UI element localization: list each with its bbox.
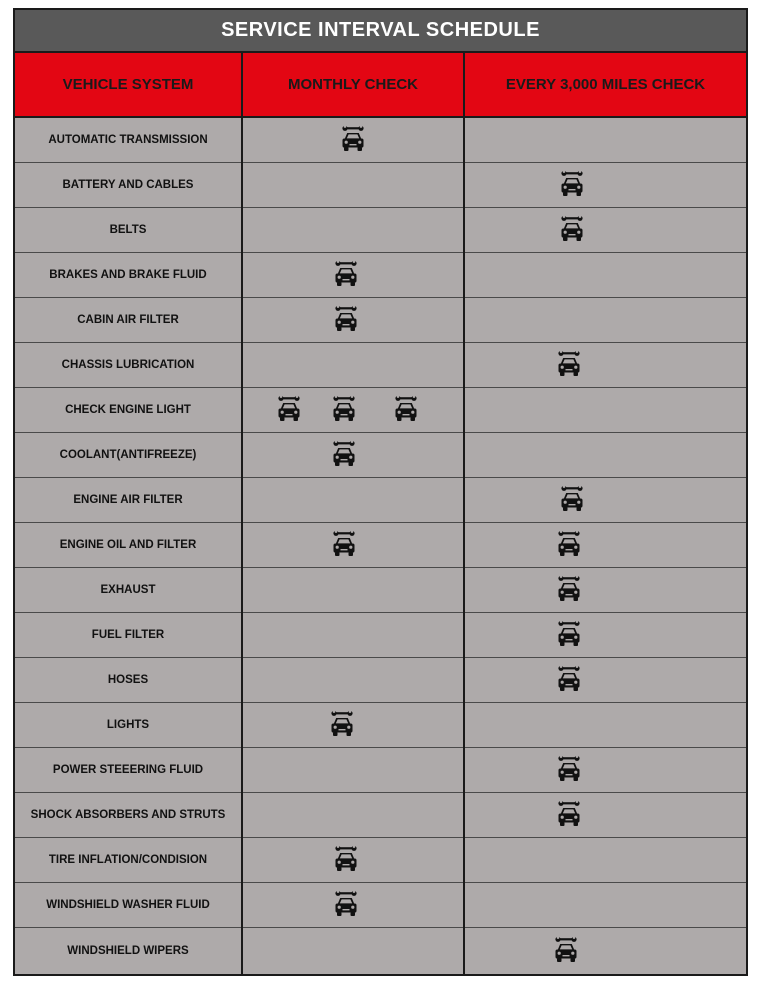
monthly-check-cell-icons — [243, 883, 463, 927]
monthly-check-cell — [242, 343, 464, 388]
monthly-check-cell-icons — [243, 253, 463, 297]
monthly-check-cell — [242, 208, 464, 253]
vehicle-system-cell: FUEL FILTER — [15, 613, 242, 658]
monthly-check-cell-icons — [243, 928, 463, 974]
miles-check-cell-icons — [465, 298, 746, 342]
table-row — [15, 433, 746, 478]
car-wrench-icon — [334, 305, 358, 335]
vehicle-system-cell: WINDSHIELD WASHER FLUID — [15, 883, 242, 928]
vehicle-system-cell: COOLANT(ANTIFREEZE) — [15, 433, 242, 478]
page-title: SERVICE INTERVAL SCHEDULE — [15, 10, 746, 53]
column-header-miles-check: EVERY 3,000 MILES CHECK — [464, 53, 746, 117]
car-wrench-icon — [557, 665, 581, 695]
miles-check-cell — [464, 793, 746, 838]
miles-check-cell — [464, 298, 746, 343]
monthly-check-cell-icons — [243, 793, 463, 837]
table-row — [15, 388, 746, 433]
miles-check-cell — [464, 613, 746, 658]
vehicle-system-cell: CABIN AIR FILTER — [15, 298, 242, 343]
vehicle-system-cell: BRAKES AND BRAKE FLUID — [15, 253, 242, 298]
table-row — [15, 117, 746, 163]
vehicle-system-cell: WINDSHIELD WIPERS — [15, 928, 242, 975]
miles-check-cell-icons — [465, 928, 746, 974]
vehicle-system-cell: BELTS — [15, 208, 242, 253]
monthly-check-cell-icons — [243, 568, 463, 612]
monthly-check-cell — [242, 838, 464, 883]
car-wrench-icon — [557, 350, 581, 380]
car-wrench-icon — [332, 530, 356, 560]
car-wrench-icon — [277, 395, 301, 425]
car-wrench-icon — [332, 395, 356, 425]
miles-check-cell-icons — [465, 658, 746, 702]
monthly-check-cell-icons — [243, 658, 463, 702]
miles-check-cell-icons — [465, 613, 746, 657]
vehicle-system-cell: EXHAUST — [15, 568, 242, 613]
table-row — [15, 523, 746, 568]
table-row — [15, 748, 746, 793]
monthly-check-cell-icons — [243, 838, 463, 882]
car-wrench-icon — [341, 125, 365, 155]
miles-check-cell — [464, 838, 746, 883]
miles-check-cell-icons — [465, 748, 746, 792]
monthly-check-cell-icons — [243, 613, 463, 657]
table-row — [15, 253, 746, 298]
miles-check-cell-icons — [465, 118, 746, 162]
vehicle-system-cell: ENGINE OIL AND FILTER — [15, 523, 242, 568]
miles-check-cell — [464, 523, 746, 568]
monthly-check-cell — [242, 163, 464, 208]
car-wrench-icon — [330, 710, 354, 740]
table-row — [15, 568, 746, 613]
vehicle-system-cell: TIRE INFLATION/CONDISION — [15, 838, 242, 883]
table-row — [15, 928, 746, 975]
miles-check-cell-icons — [465, 433, 746, 477]
table-row — [15, 838, 746, 883]
miles-check-cell-icons — [465, 253, 746, 297]
miles-check-cell-icons — [465, 703, 746, 747]
table-row — [15, 703, 746, 748]
vehicle-system-cell: ENGINE AIR FILTER — [15, 478, 242, 523]
vehicle-system-cell: CHASSIS LUBRICATION — [15, 343, 242, 388]
miles-check-cell — [464, 253, 746, 298]
miles-check-cell-icons — [465, 883, 746, 927]
miles-check-cell-icons — [465, 388, 746, 432]
schedule-table — [15, 53, 746, 974]
schedule-sheet — [13, 8, 748, 976]
car-wrench-icon — [560, 215, 584, 245]
monthly-check-cell — [242, 253, 464, 298]
monthly-check-cell — [242, 793, 464, 838]
miles-check-cell-icons — [465, 523, 746, 567]
miles-check-cell-icons — [465, 163, 746, 207]
table-row — [15, 613, 746, 658]
monthly-check-cell-icons — [243, 208, 463, 252]
miles-check-cell — [464, 117, 746, 163]
car-wrench-icon — [332, 440, 356, 470]
miles-check-cell — [464, 703, 746, 748]
monthly-check-cell — [242, 298, 464, 343]
monthly-check-cell-icons — [243, 118, 463, 162]
monthly-check-cell-icons — [243, 478, 463, 522]
monthly-check-cell — [242, 478, 464, 523]
column-header-vehicle-system: VEHICLE SYSTEM — [15, 53, 242, 117]
car-wrench-icon — [394, 395, 418, 425]
miles-check-cell — [464, 343, 746, 388]
monthly-check-cell-icons — [243, 703, 463, 747]
vehicle-system-cell: CHECK ENGINE LIGHT — [15, 388, 242, 433]
monthly-check-cell — [242, 658, 464, 703]
table-row — [15, 793, 746, 838]
table-row — [15, 478, 746, 523]
table-row — [15, 658, 746, 703]
miles-check-cell-icons — [465, 478, 746, 522]
car-wrench-icon — [560, 170, 584, 200]
miles-check-cell-icons — [465, 208, 746, 252]
monthly-check-cell — [242, 928, 464, 975]
miles-check-cell — [464, 388, 746, 433]
miles-check-cell-icons — [465, 343, 746, 387]
table-body — [15, 117, 746, 974]
monthly-check-cell-icons — [243, 523, 463, 567]
car-wrench-icon — [334, 260, 358, 290]
car-wrench-icon — [557, 575, 581, 605]
table-header-row — [15, 53, 746, 117]
car-wrench-icon — [557, 755, 581, 785]
table-row — [15, 883, 746, 928]
miles-check-cell — [464, 883, 746, 928]
monthly-check-cell-icons — [243, 433, 463, 477]
monthly-check-cell — [242, 883, 464, 928]
monthly-check-cell-icons — [243, 388, 463, 432]
vehicle-system-cell: BATTERY AND CABLES — [15, 163, 242, 208]
miles-check-cell-icons — [465, 568, 746, 612]
vehicle-system-cell: LIGHTS — [15, 703, 242, 748]
miles-check-cell — [464, 568, 746, 613]
miles-check-cell — [464, 928, 746, 975]
monthly-check-cell — [242, 613, 464, 658]
miles-check-cell — [464, 658, 746, 703]
car-wrench-icon — [560, 485, 584, 515]
car-wrench-icon — [334, 890, 358, 920]
miles-check-cell — [464, 433, 746, 478]
vehicle-system-cell: AUTOMATIC TRANSMISSION — [15, 117, 242, 163]
monthly-check-cell-icons — [243, 748, 463, 792]
monthly-check-cell — [242, 523, 464, 568]
monthly-check-cell-icons — [243, 298, 463, 342]
monthly-check-cell — [242, 748, 464, 793]
miles-check-cell-icons — [465, 793, 746, 837]
miles-check-cell-icons — [465, 838, 746, 882]
car-wrench-icon — [557, 620, 581, 650]
monthly-check-cell — [242, 433, 464, 478]
car-wrench-icon — [557, 530, 581, 560]
monthly-check-cell — [242, 117, 464, 163]
monthly-check-cell — [242, 568, 464, 613]
miles-check-cell — [464, 208, 746, 253]
monthly-check-cell-icons — [243, 163, 463, 207]
car-wrench-icon — [557, 800, 581, 830]
column-header-monthly-check: MONTHLY CHECK — [242, 53, 464, 117]
table-row — [15, 163, 746, 208]
monthly-check-cell-icons — [243, 343, 463, 387]
miles-check-cell — [464, 478, 746, 523]
table-row — [15, 343, 746, 388]
vehicle-system-cell: POWER STEEERING FLUID — [15, 748, 242, 793]
table-row — [15, 208, 746, 253]
monthly-check-cell — [242, 703, 464, 748]
table-row — [15, 298, 746, 343]
miles-check-cell — [464, 163, 746, 208]
car-wrench-icon — [334, 845, 358, 875]
miles-check-cell — [464, 748, 746, 793]
vehicle-system-cell: SHOCK ABSORBERS AND STRUTS — [15, 793, 242, 838]
car-wrench-icon — [554, 936, 578, 966]
vehicle-system-cell: HOSES — [15, 658, 242, 703]
monthly-check-cell — [242, 388, 464, 433]
